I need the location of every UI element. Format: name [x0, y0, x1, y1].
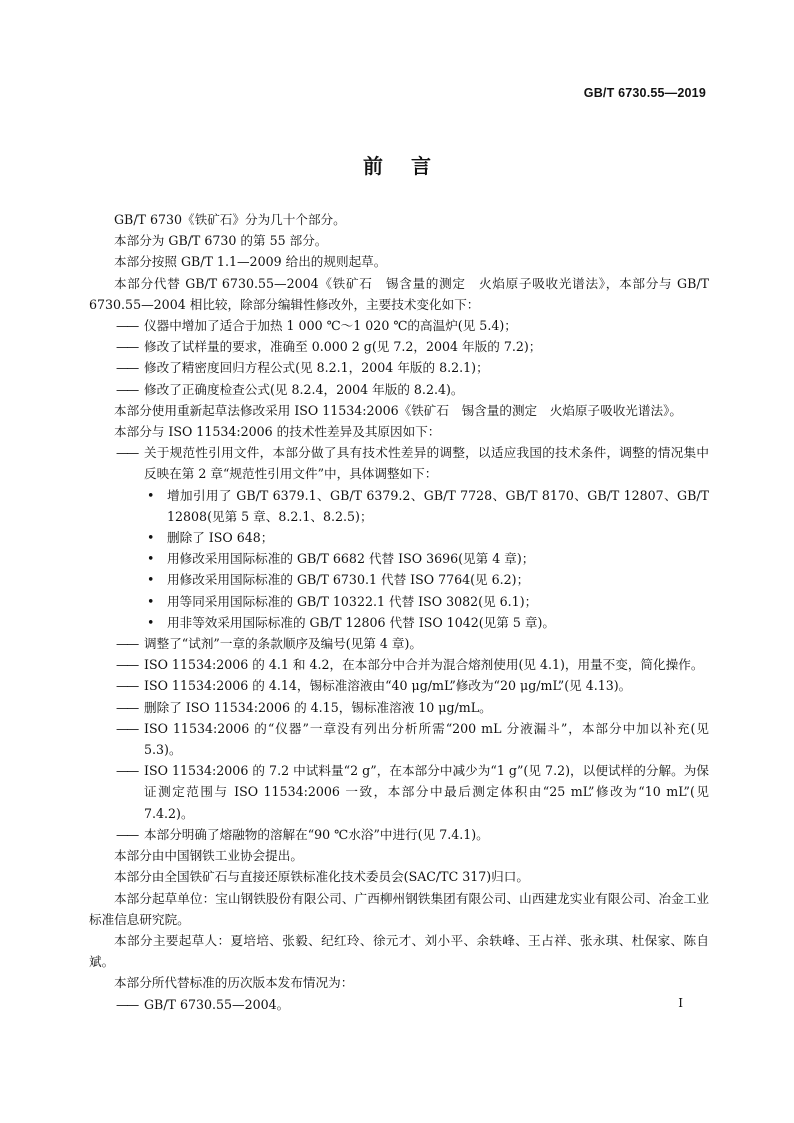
bullet-icon: • [147, 551, 155, 567]
diff-item [89, 654, 709, 675]
change-item [89, 379, 709, 400]
paragraph: 本部分使用重新起草法修改采用 ISO 11534:2006《铁矿石 锡含量的测定 火焰原子吸收光谱法》。 [114, 402, 682, 418]
bullet-icon: • [147, 487, 155, 503]
diff-text: ISO 11534:2006 的“仪器”一章没有列出分析所需“200 mL 分液漏斗”，本部分中加以补充(见 5.3)。 [144, 720, 709, 758]
bullet-item [89, 569, 709, 590]
change-text: 修改了正确度检查公式(见 8.2.4，2004 年版的 8.2.4)。 [144, 381, 464, 397]
dash-mark: —— [116, 339, 138, 355]
dash-mark: —— [116, 636, 138, 652]
paragraph: 本部分起草单位：宝山钢铁股份有限公司、广西柳州钢铁集团有限公司、山西建龙实业有限公司、冶金工业标准信息研究院。 [89, 890, 709, 927]
dash-mark: —— [116, 318, 138, 334]
bullet-icon: • [147, 593, 155, 609]
diff-text: ISO 11534:2006 的 7.2 中试料量“2 g”，在本部分中减少为“1 g”(见 7.2)，以便试样的分解。为保证测定范围与 ISO 11534:2006 一致，本部分中最后测定体积由“25 mL”修改为“10 mL”(见 7.4.2)。 [144, 763, 709, 821]
bullet-text: 用修改采用国际标准的 GB/T 6682 代替 ISO 3696(见第 4 章)； [167, 551, 535, 567]
bullet-text: 增加引用了 GB/T 6379.1、GB/T 6379.2、GB/T 7728、GB/T 8170、GB/T 12807、GB/T 12808(见第 5 章、8.2.1、8.2.5)； [167, 487, 709, 524]
paragraph: 本部分由中国钢铁工业协会提出。 [114, 848, 303, 864]
history-item [89, 994, 709, 1015]
bullet-item [89, 527, 709, 548]
change-item [89, 336, 709, 357]
diff-text: ISO 11534:2006 的 4.14，锡标准溶液由“40 μg/mL”修改为“20 μg/mL”(见 4.13)。 [144, 678, 632, 694]
diff-item [89, 718, 709, 760]
bullet-icon: • [147, 530, 155, 546]
dash-mark: —— [116, 678, 138, 694]
paragraph: 本部分由全国铁矿石与直接还原铁标准化技术委员会(SAC/TC 317)归口。 [114, 869, 529, 885]
bullet-icon: • [147, 572, 155, 588]
diff-item [89, 442, 709, 484]
change-item [89, 357, 709, 378]
dash-mark: —— [116, 763, 138, 779]
paragraph: 本部分按照 GB/T 1.1—2009 给出的规则起草。 [114, 254, 387, 270]
diff-item [89, 697, 709, 718]
dash-mark: —— [116, 699, 138, 715]
paragraph: 本部分所代替标准的历次版本发布情况为： [114, 975, 354, 991]
bullet-text: 删除了 ISO 648； [167, 530, 274, 546]
paragraph: 本部分为 GB/T 6730 的第 55 部分。 [114, 233, 328, 249]
change-text: 修改了精密度回归方程公式(见 8.2.1，2004 年版的 8.2.1)； [144, 360, 489, 376]
dash-mark: —— [116, 445, 138, 461]
change-text: 修改了试样量的要求，准确至 0.000 2 g(见 7.2，2004 年版的 7.2)； [144, 339, 542, 355]
paragraph: 本部分与 ISO 11534:2006 的技术性差异及其原因如下： [114, 424, 441, 440]
bullet-item [89, 591, 709, 612]
page-title: 前言 [363, 154, 459, 178]
bullet-item [89, 548, 709, 569]
foreword-body [89, 209, 709, 1015]
diff-item [89, 760, 709, 824]
dash-mark: —— [116, 720, 138, 736]
dash-mark: —— [116, 360, 138, 376]
diff-text: 关于规范性引用文件，本部分做了具有技术性差异的调整，以适应我国的技术条件，调整的情况集中反映在第 2 章“规范性引用文件”中，具体调整如下： [144, 445, 709, 482]
diff-text: 调整了“试剂”一章的条款顺序及编号(见第 4 章)。 [144, 636, 423, 652]
paragraph: 本部分主要起草人：夏培培、张毅、纪红玲、徐元才、刘小平、余轶峰、王占祥、张永琪、杜保家、陈自斌。 [89, 932, 709, 970]
diff-item [89, 824, 709, 845]
standard-code: GB/T 6730.55—2019 [583, 86, 706, 100]
change-text: 仪器中增加了适合于加热 1 000 ℃～1 020 ℃的高温炉(见 5.4)； [144, 318, 517, 334]
dash-mark: —— [116, 657, 138, 673]
diff-item [89, 633, 709, 654]
bullet-text: 用修改采用国际标准的 GB/T 6730.1 代替 ISO 7764(见 6.2)； [167, 572, 530, 588]
history-text: GB/T 6730.55—2004。 [144, 996, 290, 1012]
diff-item [89, 675, 709, 696]
bullet-item [89, 485, 709, 527]
paragraph: 本部分代替 GB/T 6730.55—2004《铁矿石 锡含量的测定 火焰原子吸收光谱法》，本部分与 GB/T 6730.55—2004 相比较，除部分编辑性修改外，主要技术变化如下： [89, 275, 709, 312]
diff-text: ISO 11534:2006 的 4.1 和 4.2，在本部分中合并为混合熔剂使用(见 4.1)，用量不变，简化操作。 [144, 657, 704, 673]
diff-text: 删除了 ISO 11534:2006 的 4.15，锡标准溶液 10 μg/mL。 [144, 699, 492, 715]
bullet-text: 用等同采用国际标准的 GB/T 10322.1 代替 ISO 3082(见 6.1)； [167, 593, 538, 609]
bullet-icon: • [147, 614, 155, 630]
bullet-item [89, 612, 709, 633]
bullet-text: 用非等效采用国际标准的 GB/T 12806 代替 ISO 1042(见第 5 章)。 [167, 614, 555, 630]
dash-mark: —— [116, 996, 138, 1012]
change-item [89, 315, 709, 336]
paragraph: GB/T 6730《铁矿石》分为几十个部分。 [114, 212, 346, 227]
page-number: I [678, 996, 683, 1010]
dash-mark: —— [116, 826, 138, 842]
dash-mark: —— [116, 381, 138, 397]
diff-text: 本部分明确了熔融物的溶解在“90 ℃水浴”中进行(见 7.4.1)。 [144, 826, 489, 842]
